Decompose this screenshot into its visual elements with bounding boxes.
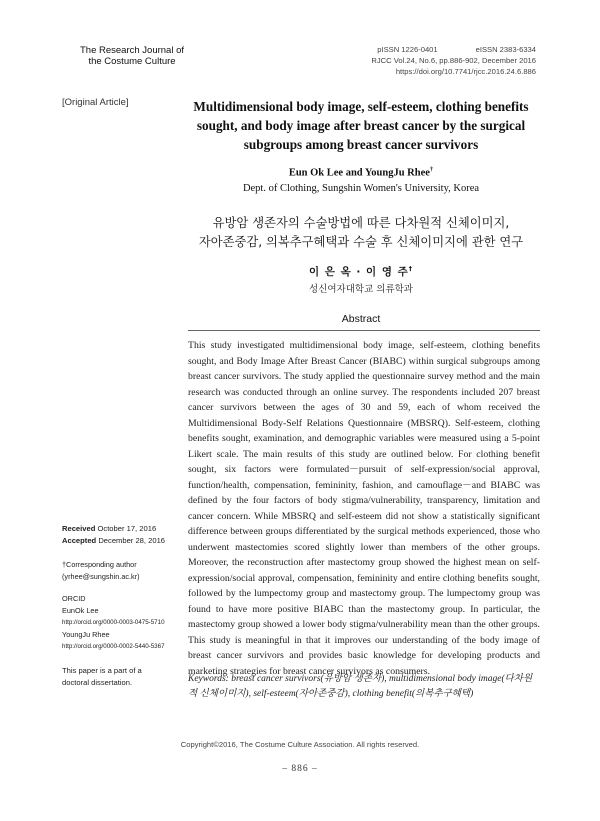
corresponding-author-label: †Corresponding author xyxy=(62,560,137,569)
corresponding-author-email[interactable]: (yrhee@sungshin.ac.kr) xyxy=(62,572,140,581)
page-number: – 886 – xyxy=(282,764,318,774)
korean-title-line1: 유방암 생존자의 수술방법에 따른 다차원적 신체이미지, xyxy=(212,216,510,230)
keywords-text: breast cancer survivors(유방암 생존자), multidimensional body image(다차원적 신체이미지), self-esteem(자아존중감), clothing benefit(의복추구혜택) xyxy=(188,674,533,699)
orcid-name-2: YoungJu Rhee xyxy=(62,630,110,639)
corresponding-author xyxy=(62,559,182,583)
keywords-label: Keywords: xyxy=(188,674,229,684)
received-row xyxy=(62,523,182,535)
english-authors xyxy=(180,166,542,179)
copyright-notice: Copyright©2016, The Costume Culture Association. All rights reserved. xyxy=(180,740,420,749)
eissn: eISSN 2383-6334 xyxy=(475,45,536,54)
english-title-line3: subgroups among breast cancer survivors xyxy=(243,137,479,152)
dissertation-note-line2: doctoral dissertation. xyxy=(62,678,133,687)
accepted-date: December 28, 2016 xyxy=(98,536,166,545)
received-label: Received xyxy=(62,524,96,533)
publication-meta xyxy=(316,44,536,77)
korean-author-names: 이 은 옥 · 이 영 주 xyxy=(308,266,409,278)
orcid-url-2[interactable]: http://orcid.org/0000-0002-5440-5367 xyxy=(62,643,165,650)
korean-corresponding-mark: † xyxy=(408,264,414,273)
dissertation-note-line1: This paper is a part of a xyxy=(62,666,142,675)
orcid-label: ORCID xyxy=(62,594,86,603)
journal-name-line2: the Costume Culture xyxy=(88,56,176,67)
abstract-heading: Abstract xyxy=(341,313,381,325)
orcid-name-1: EunOk Lee xyxy=(62,606,99,615)
accepted-label: Accepted xyxy=(62,536,97,545)
citation: RJCC Vol.24, No.6, pp.886-902, December 2016 xyxy=(371,56,536,65)
journal-name xyxy=(62,45,202,67)
abstract-text: This study investigated multidimensional body image, self-esteem, clothing benefits sought, and Body Image After Breast Cancer (BIABC) within surgical subgroups among breast cancer survivors. The study applied the questionnaire survey method and the main research was conducted through an online survey. The respondents included 207 breast cancer survivors between the ages of 30 and 59, each of whom received the Multidimensional Body-Self Relations Questionnaire (MBSRQ). Self-esteem, clothing benefits sought, examination, and demographic variables were measured using a 5-point Likert scale. The main results of this study are outlined below. For clothing benefit sought, six factors were formulated－pursuit of self-expression/social approval, function/health, compensation, femininity, fashion, and camouflage－and BIABC was defined by the four factors of body stigma/vulnerability, transparency, limitation and cancer concern. While MBSRQ and self-esteem did not show a statistically significant difference between groups differentiated by the surgical methods experienced, those who underwent mastectomies scored slightly lower than members of the other groups. Moreover, the reconstruction after mastectomy group showed the highest mean on self-expression/social approval, compensation, femininity and entire clothing benefits sought, followed by the lumpectomy group and mastectomy group. The lumpectomy group was found to have more positive BIABC than the mastectomy group. In particular, the mastectomy group showed a lower body stigma/vulnerability mean than the other groups. This study is meaningful in that it improves our understanding of the body image of breast cancer survivors and provides basic knowledge for developing products and marketing strategies for breast cancer survivors as consumers. xyxy=(188,340,540,677)
accepted-row xyxy=(62,535,182,547)
korean-title-line2: 자아존중감, 의복추구혜택과 수술 후 신체이미지에 관한 연구 xyxy=(198,235,524,249)
pissn: pISSN 1226-0401 xyxy=(377,45,438,54)
english-title-line2: sought, and body image after breast cancer by the surgical xyxy=(196,118,526,133)
issn-row xyxy=(316,44,536,55)
article-dates xyxy=(62,523,182,547)
orcid-block xyxy=(62,593,182,653)
keywords xyxy=(188,672,540,702)
doi-link[interactable]: https://doi.org/10.7741/rjcc.2016.24.6.886 xyxy=(395,67,536,76)
english-title-line1: Multidimensional body image, self-esteem, clothing benefits xyxy=(193,99,529,114)
korean-affiliation: 성신여자대학교 의류학과 xyxy=(309,284,413,295)
abstract-divider xyxy=(188,330,540,331)
dissertation-note xyxy=(62,665,182,689)
korean-authors xyxy=(180,264,542,279)
article-sidebar xyxy=(62,523,182,689)
english-title xyxy=(180,97,542,154)
english-author-names: Eun Ok Lee and YoungJu Rhee xyxy=(288,167,430,179)
journal-name-line1: The Research Journal of xyxy=(79,45,185,56)
korean-title xyxy=(180,214,542,252)
corresponding-mark: † xyxy=(429,166,434,173)
article-type: [Original Article] xyxy=(62,97,129,108)
english-affiliation: Dept. of Clothing, Sungshin Women's University, Korea xyxy=(242,183,480,194)
received-date: October 17, 2016 xyxy=(97,524,157,533)
orcid-url-1[interactable]: http://orcid.org/0000-0003-0475-5710 xyxy=(62,619,165,626)
